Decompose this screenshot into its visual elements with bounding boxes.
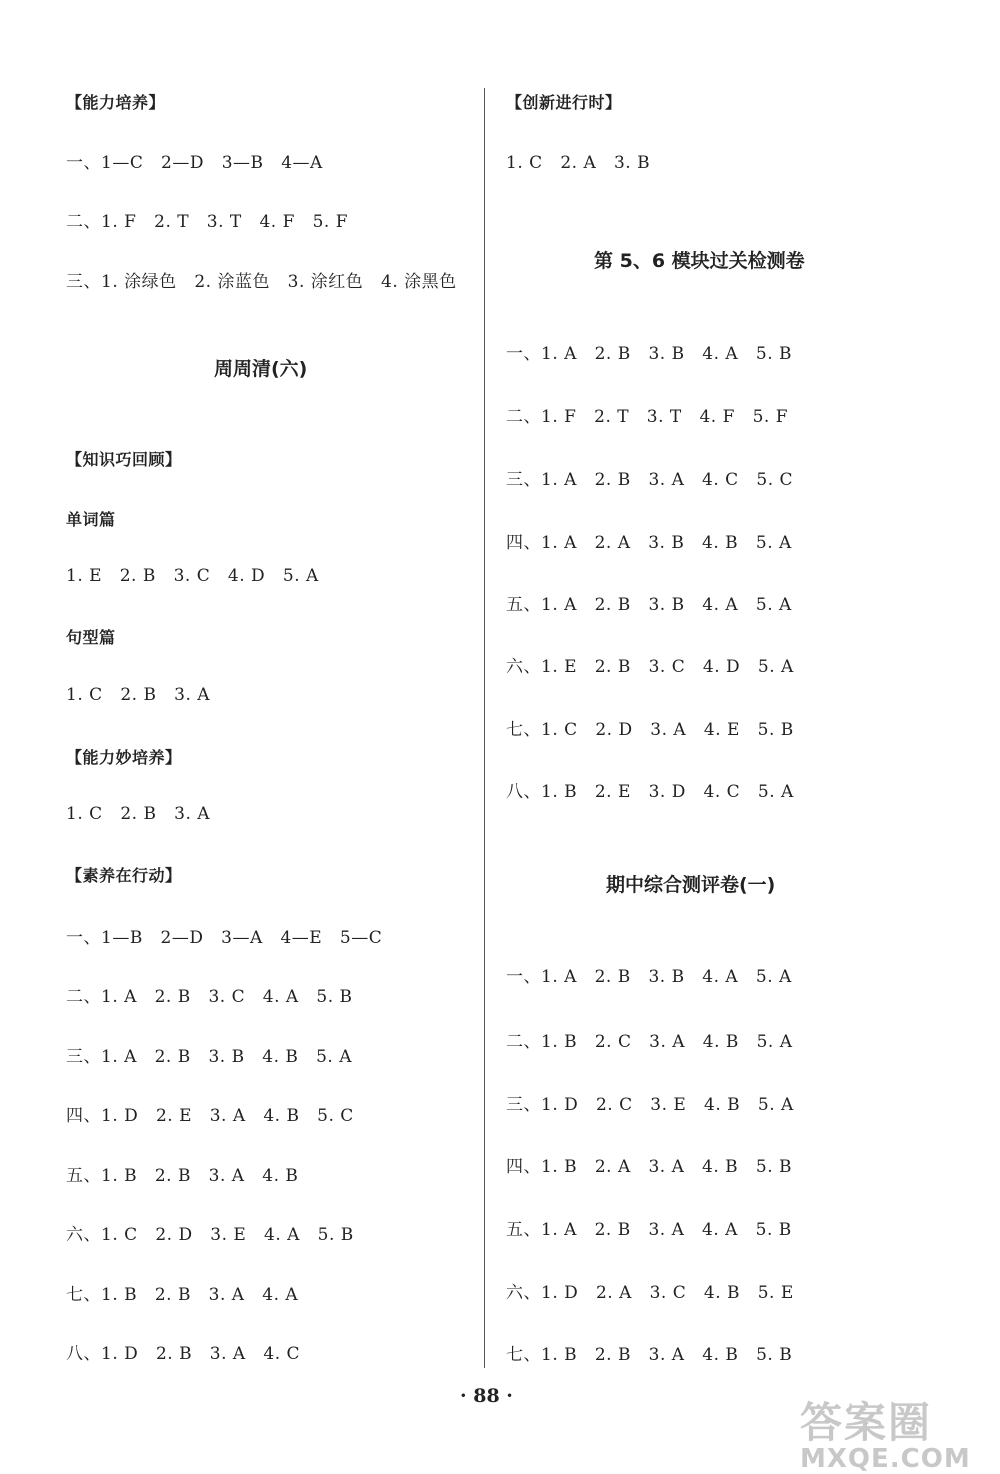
answer-line: 三、1. 涂绿色 2. 涂蓝色 3. 涂红色 4. 涂黑色 <box>66 272 457 292</box>
answer-line: 五、1. A 2. B 3. A 4. A 5. B <box>506 1220 792 1240</box>
watermark-text: 答案圈 <box>800 1398 933 1447</box>
answer-line: 八、1. D 2. B 3. A 4. C <box>66 1344 301 1364</box>
section-heading: 【知识巧回顾】 <box>66 450 182 469</box>
subsection-heading: 单词篇 <box>66 510 116 529</box>
answer-line: 七、1. B 2. B 3. A 4. B 5. B <box>506 1345 793 1365</box>
answer-line: 一、1—C 2—D 3—B 4—A <box>66 153 323 173</box>
answer-line: 六、1. C 2. D 3. E 4. A 5. B <box>66 1225 354 1245</box>
answer-line: 一、1—B 2—D 3—A 4—E 5—C <box>66 928 383 948</box>
section-heading: 【创新进行时】 <box>506 93 622 112</box>
section-heading: 【能力妙培养】 <box>66 748 182 767</box>
answer-line: 1. C 2. B 3. A <box>66 804 211 824</box>
answer-line: 二、1. F 2. T 3. T 4. F 5. F <box>66 212 349 232</box>
answer-line: 四、1. A 2. A 3. B 4. B 5. A <box>506 533 792 553</box>
answer-line: 三、1. A 2. B 3. B 4. B 5. A <box>66 1047 352 1067</box>
answer-line: 二、1. F 2. T 3. T 4. F 5. F <box>506 407 789 427</box>
answer-line: 一、1. A 2. B 3. B 4. A 5. B <box>506 344 792 364</box>
answer-line: 三、1. A 2. B 3. A 4. C 5. C <box>506 470 794 490</box>
answer-line: 1. E 2. B 3. C 4. D 5. A <box>66 566 319 586</box>
answer-line: 二、1. A 2. B 3. C 4. A 5. B <box>66 987 353 1007</box>
section-title: 第 5、6 模块过关检测卷 <box>594 250 805 272</box>
answer-line: 六、1. D 2. A 3. C 4. B 5. E <box>506 1283 794 1303</box>
answer-line: 四、1. B 2. A 3. A 4. B 5. B <box>506 1157 792 1177</box>
answer-line: 1. C 2. A 3. B <box>506 153 651 173</box>
answer-line: 五、1. A 2. B 3. B 4. A 5. A <box>506 595 792 615</box>
column-divider <box>484 88 485 1368</box>
watermark-url: MXQE.COM <box>800 1444 971 1474</box>
answer-line: 五、1. B 2. B 3. A 4. B <box>66 1166 299 1186</box>
answer-line: 三、1. D 2. C 3. E 4. B 5. A <box>506 1095 794 1115</box>
watermark-logo <box>800 1390 995 1474</box>
answer-line: 七、1. B 2. B 3. A 4. A <box>66 1285 299 1305</box>
section-heading: 【能力培养】 <box>66 93 166 112</box>
answer-line: 一、1. A 2. B 3. B 4. A 5. A <box>506 967 792 987</box>
section-title: 周周清(六) <box>214 358 308 380</box>
answer-line: 四、1. D 2. E 3. A 4. B 5. C <box>66 1106 354 1126</box>
answer-line: 七、1. C 2. D 3. A 4. E 5. B <box>506 720 794 740</box>
page-number: · 88 · <box>460 1385 513 1407</box>
subsection-heading: 句型篇 <box>66 628 116 647</box>
answer-line: 1. C 2. B 3. A <box>66 685 211 705</box>
answer-line: 八、1. B 2. E 3. D 4. C 5. A <box>506 782 794 802</box>
answer-line: 二、1. B 2. C 3. A 4. B 5. A <box>506 1032 793 1052</box>
answer-line: 六、1. E 2. B 3. C 4. D 5. A <box>506 657 794 677</box>
section-heading: 【素养在行动】 <box>66 866 182 885</box>
section-title: 期中综合测评卷(一) <box>606 874 776 896</box>
